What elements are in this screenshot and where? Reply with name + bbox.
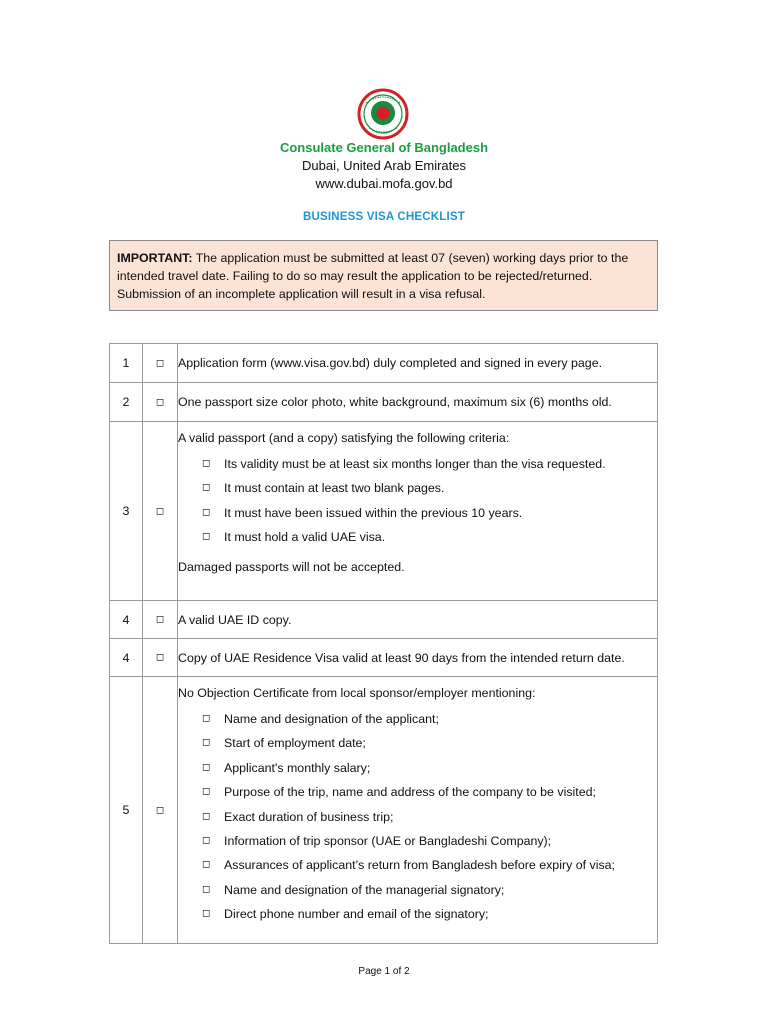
checkbox-icon[interactable]: ◻ bbox=[202, 761, 211, 773]
table-row bbox=[110, 344, 658, 383]
list-item-text: Exact duration of business trip; bbox=[224, 809, 394, 824]
list-item bbox=[202, 735, 657, 751]
list-item-text: Name and designation of the managerial signatory; bbox=[224, 882, 505, 897]
checkbox-icon[interactable]: ◻ bbox=[202, 737, 211, 749]
government-seal-icon bbox=[357, 88, 409, 140]
row-content bbox=[178, 677, 658, 944]
checkbox-icon[interactable]: ◻ bbox=[202, 883, 211, 895]
checkbox-icon[interactable]: ◻ bbox=[143, 344, 178, 383]
checkbox-icon[interactable]: ◻ bbox=[202, 713, 211, 724]
list-item-text: It must have been issued within the previous 10 years. bbox=[224, 505, 523, 520]
row-text: Application form (www.visa.gov.bd) duly completed and signed in every page. bbox=[178, 344, 658, 383]
checkbox-icon[interactable]: ◻ bbox=[202, 786, 211, 798]
row-number: 3 bbox=[110, 422, 143, 601]
row-number: 2 bbox=[110, 383, 143, 422]
list-item bbox=[202, 760, 657, 776]
row-number: 4 bbox=[110, 639, 143, 677]
row-lead: A valid passport (and a copy) satisfying the following criteria: bbox=[178, 431, 510, 445]
checkbox-icon[interactable]: ◻ bbox=[143, 383, 178, 422]
checkbox-icon[interactable]: ◻ bbox=[202, 458, 211, 469]
checkbox-icon[interactable]: ◻ bbox=[143, 422, 178, 601]
row-tail: Damaged passports will not be accepted. bbox=[178, 560, 405, 575]
checkbox-icon[interactable]: ◻ bbox=[202, 834, 211, 846]
consulate-website: www.dubai.mofa.gov.bd bbox=[315, 176, 453, 191]
checklist-title: BUSINESS VISA CHECKLIST bbox=[302, 211, 465, 223]
list-item bbox=[202, 480, 657, 496]
checkbox-icon[interactable]: ◻ bbox=[202, 506, 211, 518]
list-item bbox=[202, 505, 657, 521]
list-item-text: It must contain at least two blank pages. bbox=[224, 481, 445, 496]
sub-list bbox=[178, 711, 657, 922]
table-row bbox=[110, 422, 658, 601]
consulate-name: Consulate General of Bangladesh bbox=[279, 140, 489, 155]
row-number: 1 bbox=[110, 344, 143, 383]
row-text: One passport size color photo, white background, maximum six (6) months old. bbox=[178, 383, 658, 422]
table-row bbox=[110, 383, 658, 422]
important-notice bbox=[109, 240, 658, 311]
list-item bbox=[202, 784, 657, 800]
checkbox-icon[interactable]: ◻ bbox=[202, 859, 211, 871]
list-item-text: Direct phone number and email of the signatory; bbox=[224, 907, 489, 922]
list-item-text: Applicant's monthly salary; bbox=[224, 760, 371, 775]
checkbox-icon[interactable]: ◻ bbox=[143, 677, 178, 944]
consulate-city: Dubai, United Arab Emirates bbox=[301, 158, 467, 173]
list-item bbox=[202, 711, 657, 727]
list-item bbox=[202, 833, 657, 849]
checkbox-icon[interactable]: ◻ bbox=[143, 601, 178, 639]
row-number: 5 bbox=[110, 677, 143, 944]
checkbox-icon[interactable]: ◻ bbox=[202, 908, 211, 920]
checklist-table bbox=[109, 343, 658, 944]
sub-list bbox=[178, 456, 657, 545]
row-text: Copy of UAE Residence Visa valid at least 90 days from the intended return date. bbox=[178, 639, 658, 677]
list-item-text: Start of employment date; bbox=[224, 736, 366, 751]
row-content bbox=[178, 422, 658, 601]
row-lead: No Objection Certificate from local sponsor/employer mentioning: bbox=[178, 686, 536, 700]
page-number: Page 1 of 2 bbox=[358, 966, 410, 977]
list-item bbox=[202, 857, 657, 873]
list-item bbox=[202, 809, 657, 825]
checkbox-icon[interactable]: ◻ bbox=[202, 531, 211, 543]
list-item bbox=[202, 529, 657, 545]
row-text: A valid UAE ID copy. bbox=[178, 601, 658, 639]
list-item bbox=[202, 882, 657, 898]
list-item bbox=[202, 456, 657, 472]
list-item-text: Purpose of the trip, name and address of the company to be visited; bbox=[224, 785, 596, 800]
list-item-text: Its validity must be at least six months longer than the visa requested. bbox=[224, 457, 606, 471]
important-label: IMPORTANT: bbox=[117, 251, 193, 265]
checkbox-icon[interactable]: ◻ bbox=[143, 639, 178, 677]
list-item-text: Name and designation of the applicant; bbox=[224, 712, 439, 726]
table-row bbox=[110, 639, 658, 677]
list-item-text: Information of trip sponsor (UAE or Bangladeshi Company); bbox=[224, 833, 552, 848]
list-item-text: It must hold a valid UAE visa. bbox=[224, 530, 386, 545]
row-number: 4 bbox=[110, 601, 143, 639]
list-item bbox=[202, 906, 657, 922]
checkbox-icon[interactable]: ◻ bbox=[202, 810, 211, 822]
checkbox-icon[interactable]: ◻ bbox=[202, 482, 211, 494]
list-item-text: Assurances of applicant’s return from Bangladesh before expiry of visa; bbox=[224, 858, 615, 873]
table-row bbox=[110, 677, 658, 944]
table-row bbox=[110, 601, 658, 639]
important-text: The application must be submitted at least 07 (seven) working days prior to the intended travel date. Failing to do so may result the application to be rejected/returned. Submission of an incomplete application will result in a visa refusal. bbox=[117, 251, 629, 301]
